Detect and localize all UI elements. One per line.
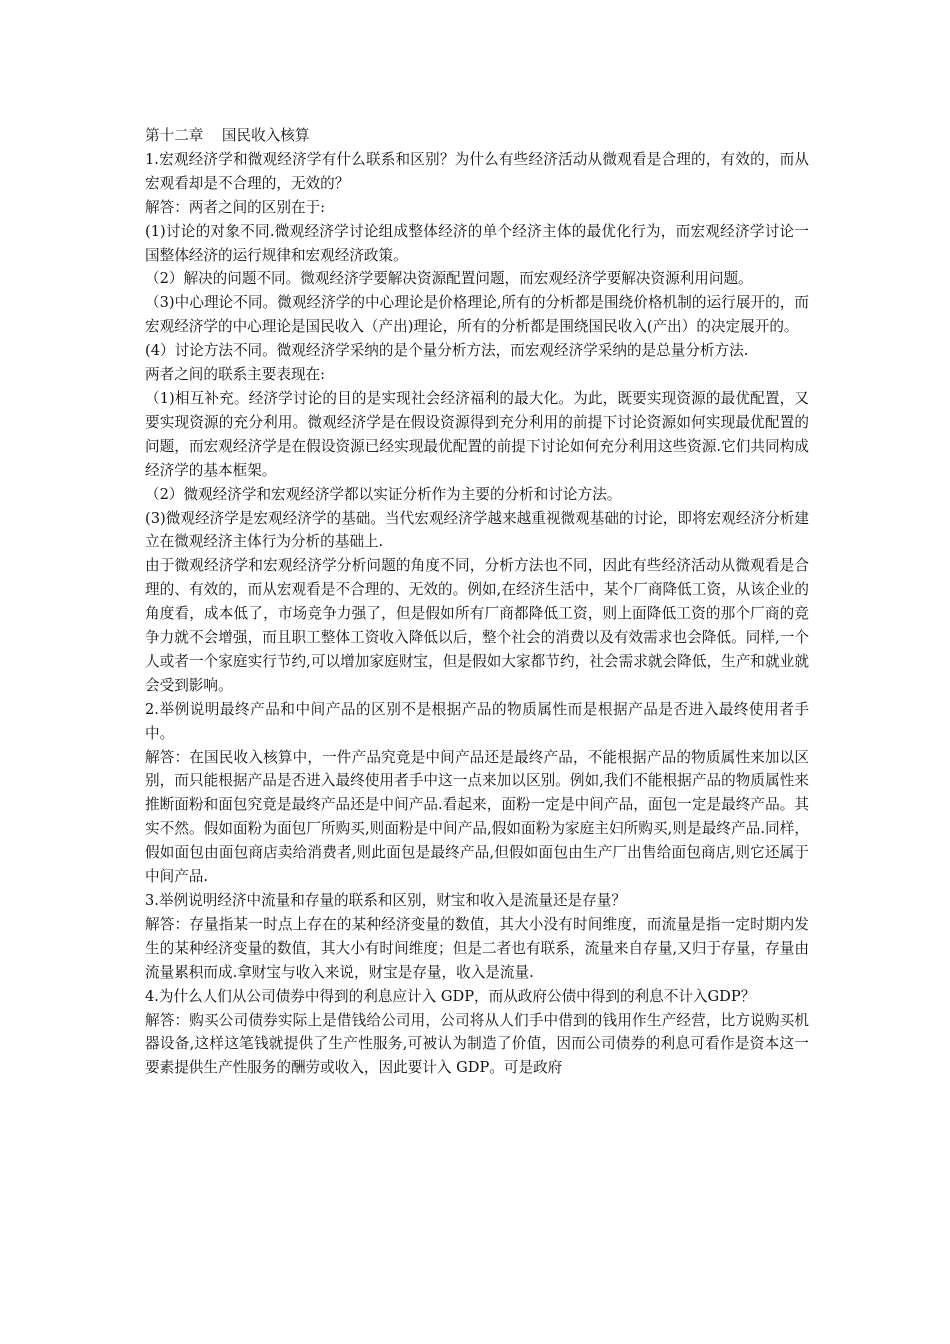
chapter-title: 第十二章 国民收入核算 xyxy=(145,127,310,144)
answer-4: 解答：购买公司债券实际上是借钱给公司用，公司将从人们手中借到的钱用作生产经营，比方说购买机器设备,这样这笔钱就提供了生产性服务,可被认为制造了价值，因而公司债券的利息可看作是资本这一要素提供生产性服务的酬劳或收入，因此要计入 GDP。可是政府 xyxy=(145,1011,809,1077)
relation-intro: 两者之间的联系主要表现在: xyxy=(145,366,326,384)
question-4: 4.为什么人们从公司债券中得到的利息应计入 GDP，而从政府公债中得到的利息不计入GDP？ xyxy=(145,987,756,1005)
question-3: 3.举例说明经济中流量和存量的联系和区别，财宝和收入是流量还是存量？ xyxy=(145,892,626,909)
question-1: 1.宏观经济学和微观经济学有什么联系和区别？为什么有些经济活动从微观看是合理的，有效的，而从宏观看却是不合理的，无效的？ xyxy=(145,150,809,192)
relation-point-1: （1)相互补充。经济学讨论的目的是实现社会经济福利的最大化。为此，既要实现资源的最优配置，又要实现资源的充分利用。微观经济学是在假设资源得到充分利用的前提下讨论资源如何实现最优配置的问题，而宏观经济学是在假设资源已经实现最优配置的前提下讨论如何充分利用这些资源.它们共同构成经济学的基本框架。 xyxy=(145,389,809,479)
answer-1-intro: 解答：两者之间的区别在于: xyxy=(145,198,326,216)
difference-point-1: (1)讨论的对象不同.微观经济学讨论组成整体经济的单个经济主体的最优化行为，而宏观经济学讨论一国整体经济的运行规律和宏观经济政策。 xyxy=(145,222,809,264)
difference-point-4: (4）讨论方法不同。微观经济学采纳的是个量分析方法，而宏观经济学采纳的是总量分析方法. xyxy=(145,342,749,360)
question-2: 2.举例说明最终产品和中间产品的区别不是根据产品的物质属性而是根据产品是否进入最终使用者手中。 xyxy=(145,700,809,742)
answer-3: 解答：存量指某一时点上存在的某种经济变量的数值，其大小没有时间维度，而流量是指一定时期内发生的某种经济变量的数值，其大小有时间维度；但是二者也有联系，流量来自存量,又归于存量，存量由流量累积而成.拿财宝与收入来说，财宝是存量，收入是流量. xyxy=(145,915,809,981)
difference-point-3: （3)中心理论不同。微观经济学的中心理论是价格理论,所有的分析都是围绕价格机制的运行展开的，而宏观经济学的中心理论是国民收入（产出)理论，所有的分析都是围绕国民收入(产出）的决定展开的。 xyxy=(145,294,809,336)
relation-point-2: （2）微观经济学和宏观经济学都以实证分析作为主要的分析和讨论方法。 xyxy=(145,485,622,503)
document-page xyxy=(145,124,809,1080)
difference-point-2: （2）解决的问题不同。微观经济学要解决资源配置问题，而宏观经济学要解决资源利用问题。 xyxy=(145,270,753,288)
answer-1-conclusion: 由于微观经济学和宏观经济学分析问题的角度不同，分析方法也不同，因此有些经济活动从微观看是合理的、有效的，而从宏观看是不合理的、无效的。例如,在经济生活中，某个厂商降低工资，从该企业的角度看，成本低了，市场竞争力强了，但是假如所有厂商都降低工资，则上面降低工资的那个厂商的竞争力就不会增强，而且职工整体工资收入降低以后，整个社会的消费以及有效需求也会降低。同样,一个人或者一个家庭实行节约,可以增加家庭财宝，但是假如大家都节约，社会需求就会降低，生产和就业就会受到影响。 xyxy=(145,557,809,694)
relation-point-3: (3)微观经济学是宏观经济学的基础。当代宏观经济学越来越重视微观基础的讨论，即将宏观经济分析建立在微观经济主体行为分析的基础上. xyxy=(145,509,809,551)
answer-2: 解答：在国民收入核算中，一件产品究竟是中间产品还是最终产品，不能根据产品的物质属性来加以区别，而只能根据产品是否进入最终使用者手中这一点来加以区别。例如,我们不能根据产品的物质属性来推断面粉和面包究竟是最终产品还是中间产品.看起来，面粉一定是中间产品，面包一定是最终产品。其实不然。假如面粉为面包厂所购买,则面粉是中间产品,假如面粉为家庭主妇所购买,则是最终产品.同样，假如面包由面包商店卖给消费者,则此面包是最终产品,但假如面包由生产厂出售给面包商店,则它还属于中间产品. xyxy=(145,748,809,886)
